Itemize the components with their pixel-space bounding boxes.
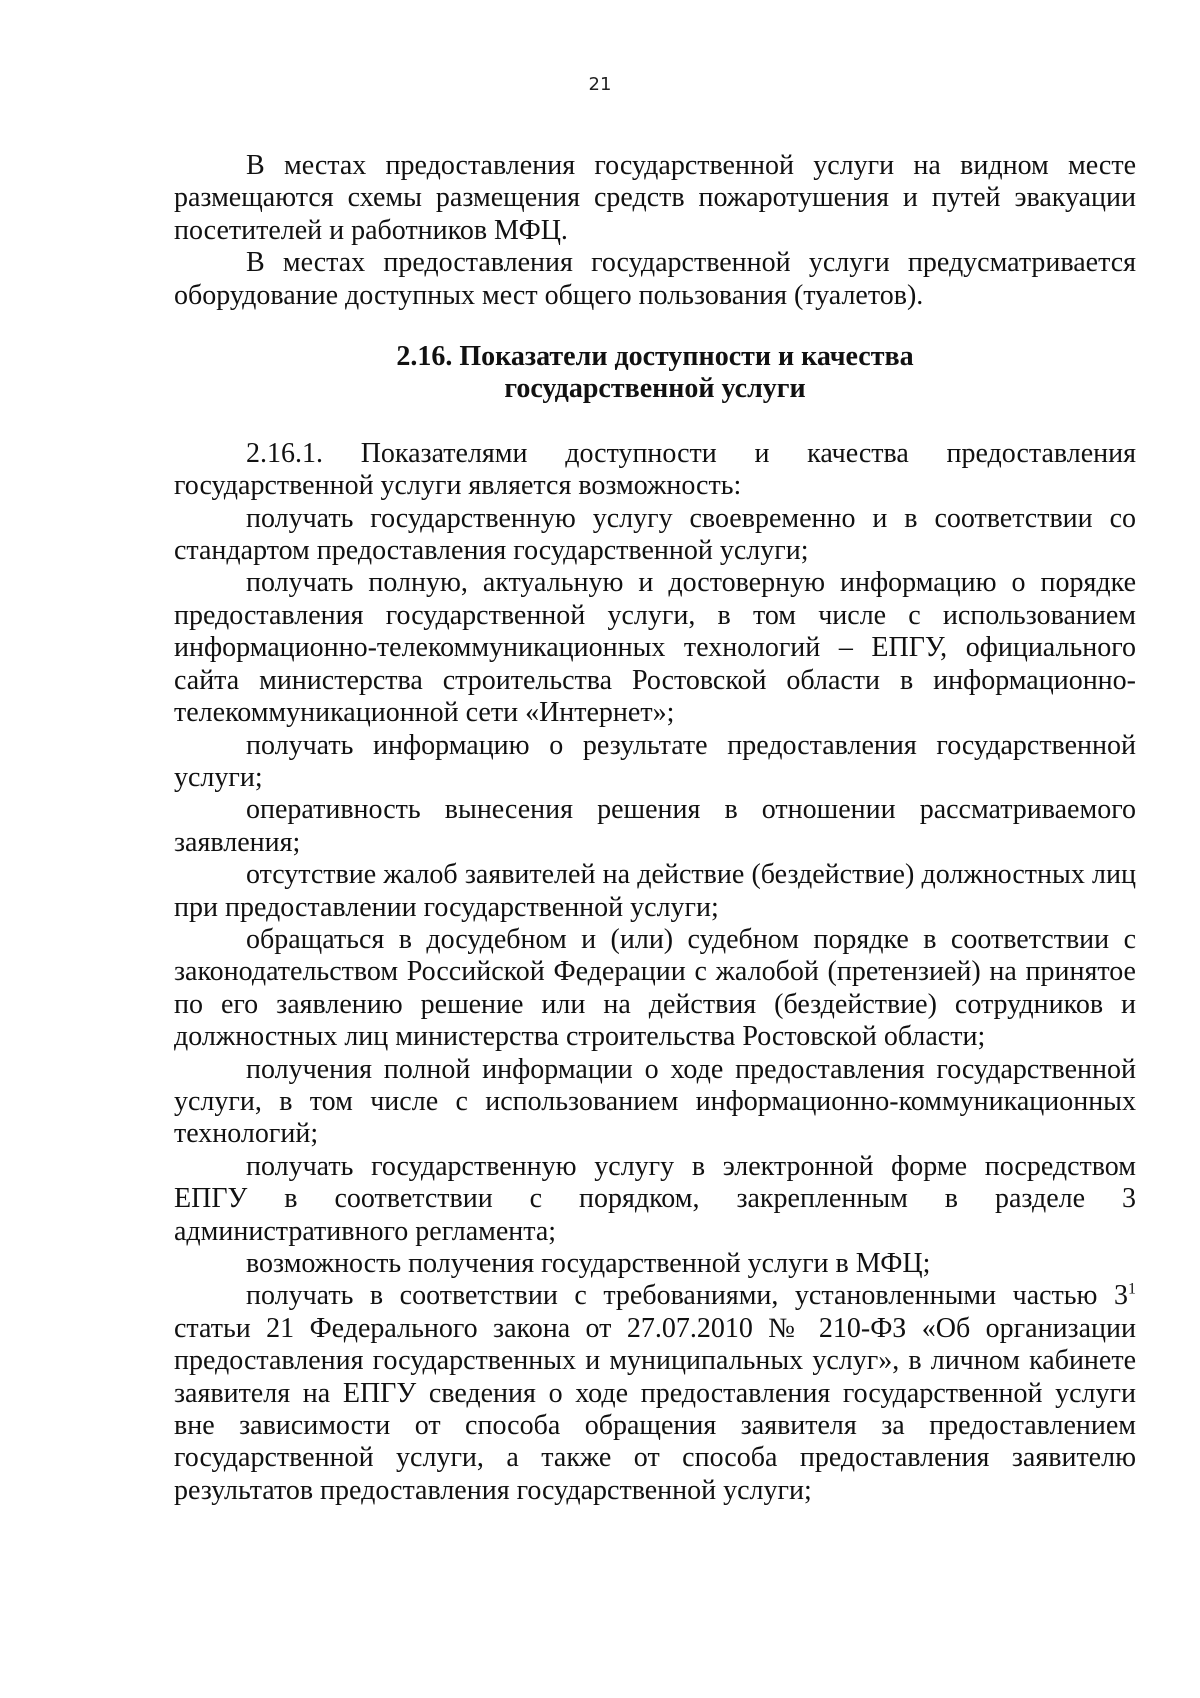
last-paragraph-part-1: получать в соответствии с требованиями, установленными частью 3 — [246, 1280, 1128, 1312]
section-heading-line-2: государственной услуги — [504, 373, 806, 405]
section-heading-line-1: 2.16. Показатели доступности и качества — [396, 341, 914, 373]
list-item-result-information: получать информацию о результате предоставления государственной услуги; — [174, 729, 1136, 793]
list-item-prompt-decision: оперативность вынесения решения в отношении рассматриваемого заявления; — [174, 794, 1136, 858]
superscript-one: 1 — [1128, 1281, 1136, 1299]
list-item-mfc: возможность получения государственной услуги в МФЦ; — [246, 1248, 931, 1279]
last-paragraph-part-2: статьи 21 Федерального закона от 27.07.2010 № 210-ФЗ «Об организации предоставления государственных и муниципальных услуг», в личном кабинете заявителя на ЕПГУ сведения о ходе предоставления государственной услуги вне зависимости от способа обращения заявителя за предоставлением государственной услуги, а также от способа предоставления заявителю результатов предоставления государственной услуги; — [174, 1312, 1136, 1506]
paragraph-restrooms: В местах предоставления государственной услуги предусматривается оборудование доступных мест общего пользования (туалетов). — [174, 247, 1136, 311]
list-item-no-complaints: отсутствие жалоб заявителей на действие (бездействие) должностных лиц при предоставлении государственной услуги; — [174, 859, 1136, 923]
paragraph-2-16-1: 2.16.1. Показателями доступности и качества предоставления государственной услуги является возможность: — [174, 437, 1136, 502]
page-number: 21 — [588, 74, 612, 95]
list-item-full-information: получать полную, актуальную и достоверную информацию о порядке предоставления государственной услуги, в том числе с использованием информационно-телекоммуникационных технологий – ЕПГУ, официального сайта министерства строительства Ростовской области в информационно-телекоммуникационной сети «Интернет»; — [174, 567, 1136, 729]
document-body — [174, 150, 1136, 1507]
section-heading — [174, 341, 1136, 406]
list-item-electronic-form: получать государственную услугу в электронной форме посредством ЕПГУ в соответствии с порядком, закрепленным в разделе 3 административного регламента; — [174, 1150, 1136, 1247]
list-item-personal-account — [174, 1280, 1136, 1507]
list-item-progress-information: получения полной информации о ходе предоставления государственной услуги, в том числе с использованием информационно-коммуникационных технологий; — [174, 1053, 1136, 1150]
list-item-appeal: обращаться в досудебном и (или) судебном порядке в соответствии с законодательством Российской Федерации с жалобой (претензией) на принятое по его заявлению решение или на действия (бездействие) сотрудников и должностных лиц министерства строительства Ростовской области; — [174, 923, 1136, 1053]
paragraph-evacuation-schemes: В местах предоставления государственной услуги на видном месте размещаются схемы размещения средств пожаротушения и путей эвакуации посетителей и работников МФЦ. — [174, 150, 1136, 246]
list-item-timely-service: получать государственную услугу своевременно и в соответствии со стандартом предоставления государственной услуги; — [174, 502, 1136, 567]
